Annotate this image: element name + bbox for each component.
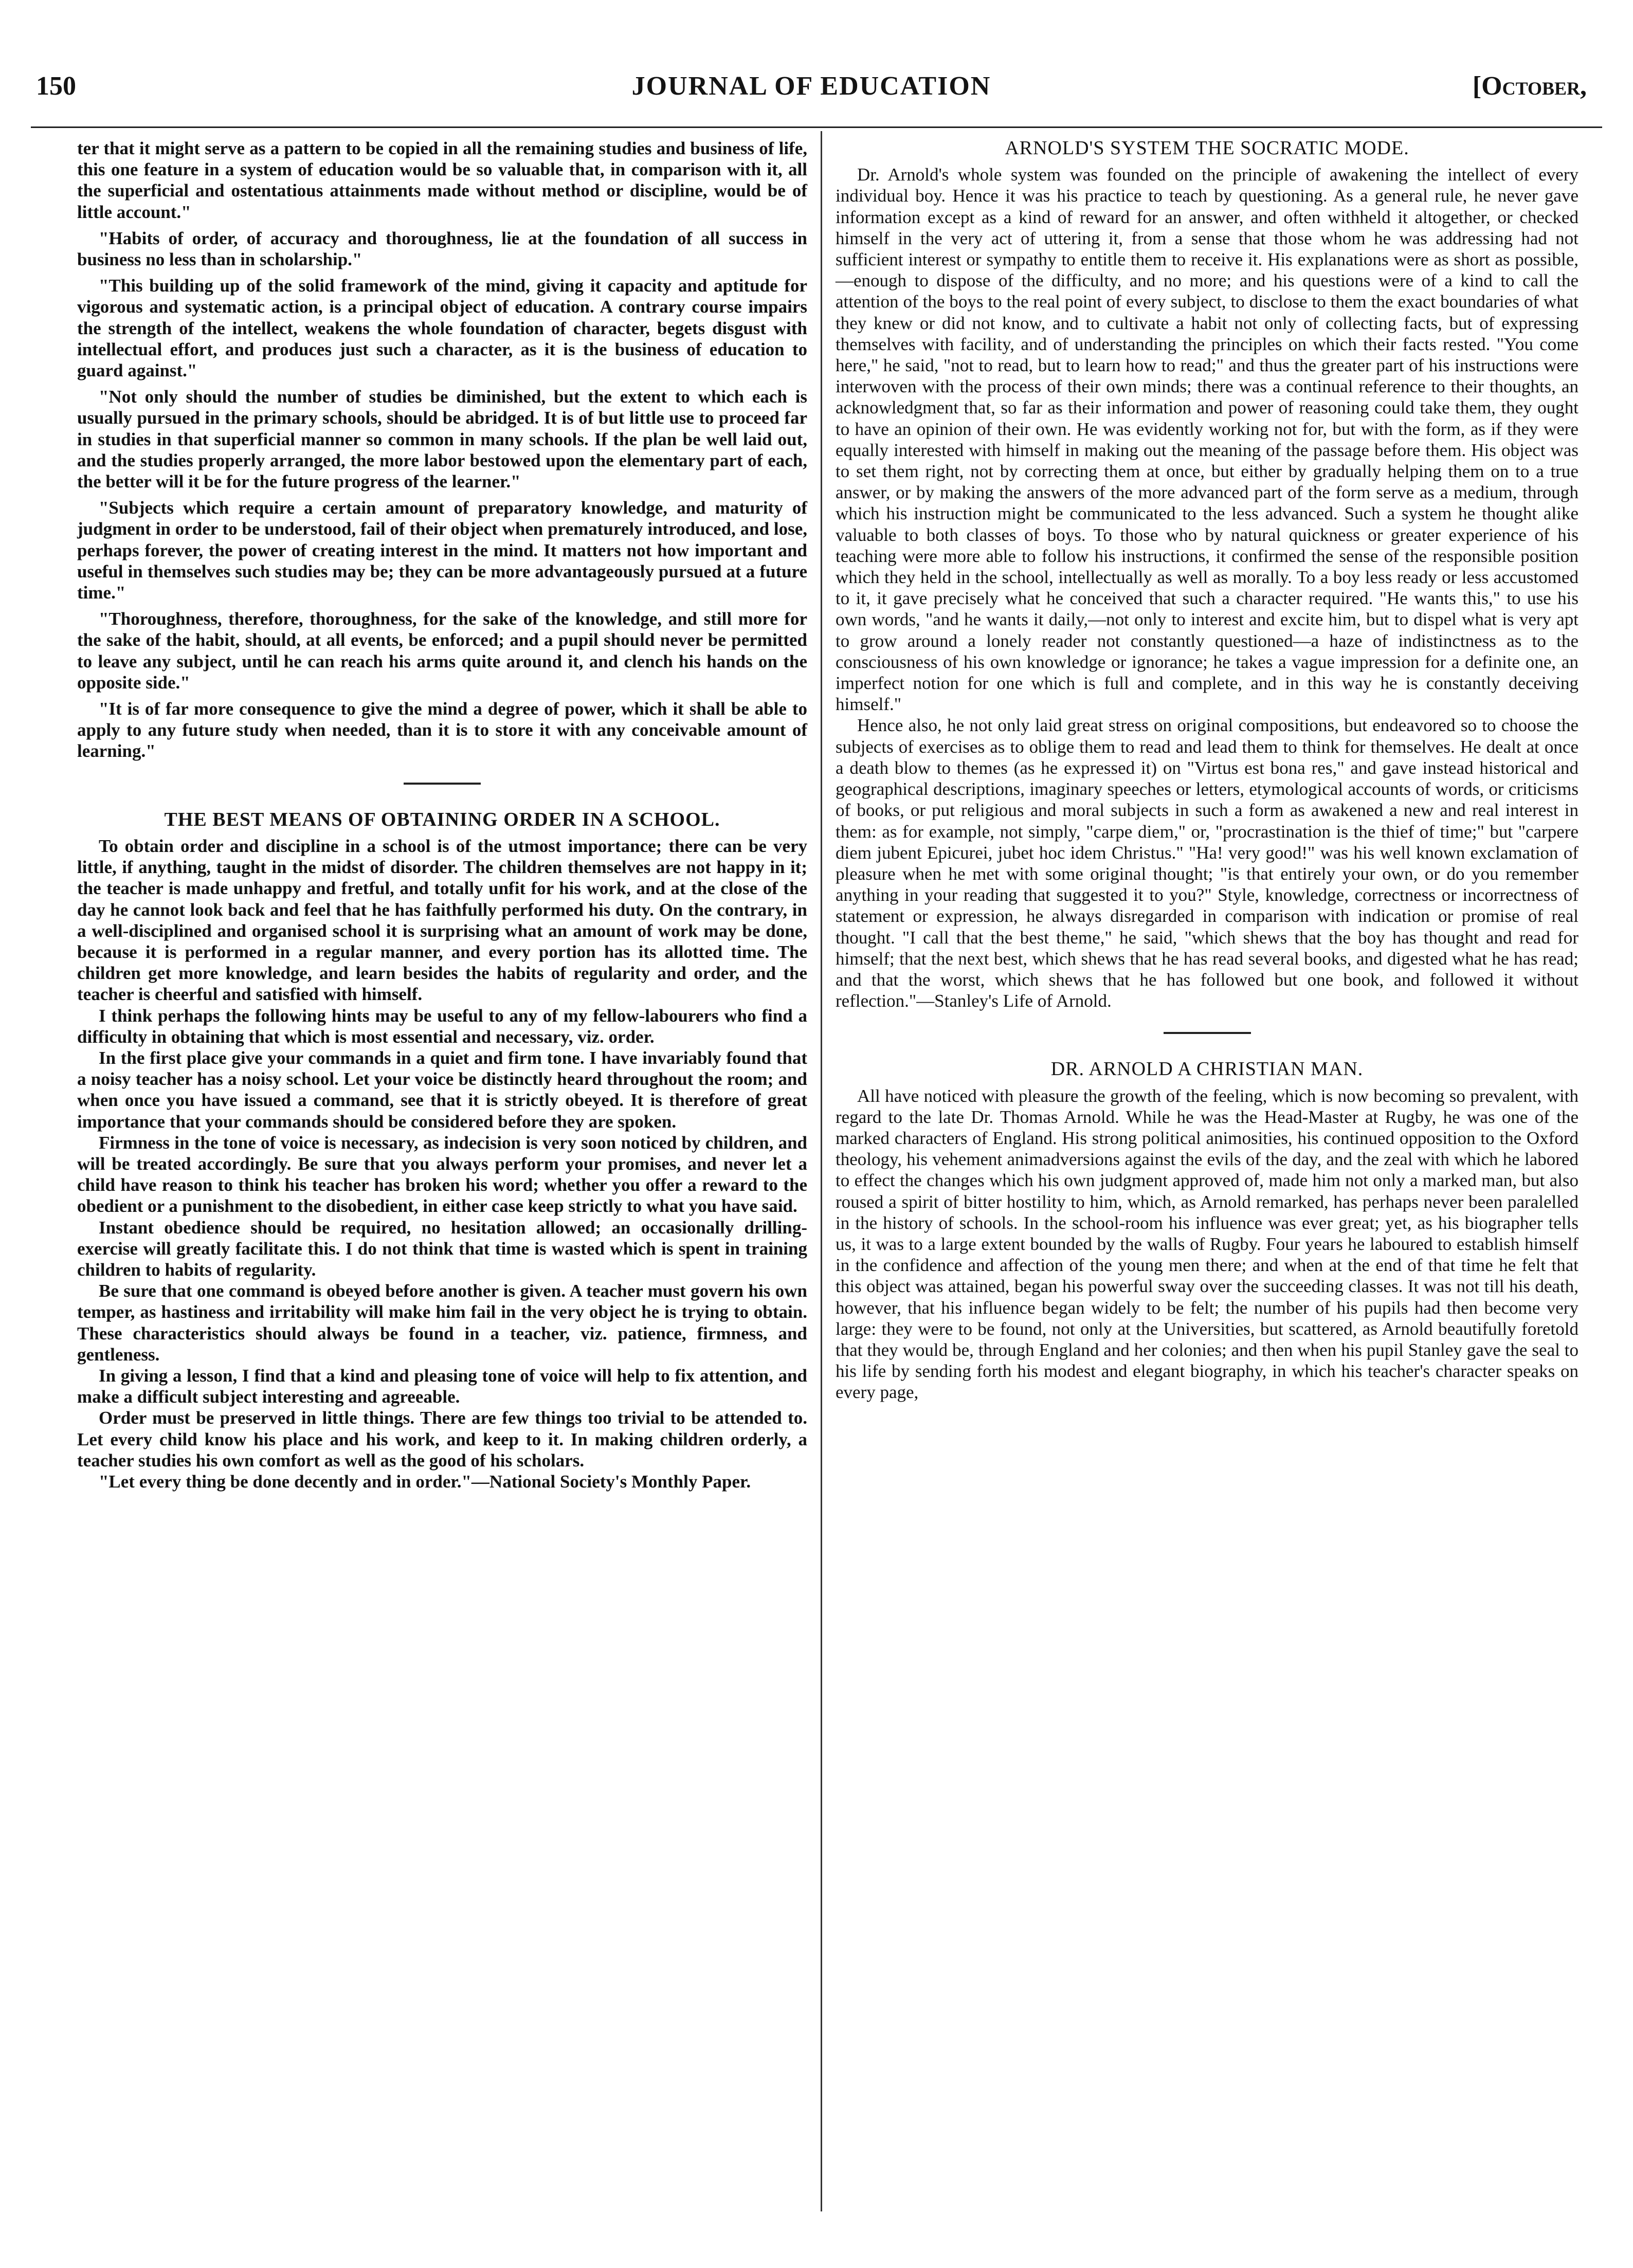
paragraph: In the first place give your commands in a quiet and firm tone. I have invariably found that a noisy teacher has a noisy school. Let your voice be distinctly heard throughout the room; and when once you have issued a command, see that it is strictly obeyed. It is therefore of great importance that your commands should be considered before they are spoken. xyxy=(77,1047,807,1132)
column-divider xyxy=(821,131,822,2211)
paragraph: Be sure that one command is obeyed before another is given. A teacher must govern his own temper, as hastiness and irritability will make him fail in the very object he is trying to obtain. These characteristics should always be found in a teacher, viz. patience, firmness, and gentleness. xyxy=(77,1281,807,1365)
continued-article xyxy=(77,138,807,762)
page-number: 150 xyxy=(36,71,76,101)
page-header xyxy=(36,71,1587,107)
paragraph: "Not only should the number of studies be diminished, but the extent to which each is usually pursued in the primary schools, should be abridged. It is of but little use to proceed far in studies in that superficial manner so common in many schools. If the plan be well laid out, and the studies properly arranged, the more labor bestowed upon the elementary part of each, the better will it be for the future progress of the learner." xyxy=(77,387,807,492)
paragraph: In giving a lesson, I find that a kind and pleasing tone of voice will help to fix attention, and make a difficult subject interesting and agreeable. xyxy=(77,1365,807,1407)
section-separator xyxy=(1164,1032,1251,1034)
socratic-article xyxy=(836,138,1578,1011)
paragraph: "Thoroughness, therefore, thoroughness, for the sake of the knowledge, and still more for the sake of the habit, should, at all events, be enforced; and a pupil should never be permitted to leave any subject, until he can reach his arms quite around it, and clench his hands on the opposite side." xyxy=(77,609,807,693)
paragraph: Instant obedience should be required, no hesitation allowed; an occasionally drilling-exercise will greatly facilitate this. I do not think that time is wasted which is spent in training children to habits of regularity. xyxy=(77,1217,807,1280)
order-article xyxy=(77,809,807,1493)
article-heading: THE BEST MEANS OF OBTAINING ORDER IN A SCHOOL. xyxy=(164,808,720,830)
paragraph: "This building up of the solid framework of the mind, giving it capacity and aptitude for vigorous and systematic action, is a principal object of education. A contrary course impairs the strength of the intellect, weakens the whole foundation of character, begets disgust with intellectual effort, and produces just such a character, as it is the business of education to guard against." xyxy=(77,276,807,381)
left-column xyxy=(77,138,807,1492)
section-separator xyxy=(404,783,481,785)
journal-title: JOURNAL OF EDUCATION xyxy=(631,71,991,101)
paragraph: "Subjects which require a certain amount of preparatory knowledge, and maturity of judgment in order to be understood, fail of their object when prematurely introduced, and lose, perhaps forever, the power of creating interest in the mind. It matters not how important and useful in themselves such studies may be; they can be more advantageously pursued at a future time." xyxy=(77,498,807,603)
paragraph: Dr. Arnold's whole system was founded on the principle of awakening the intellect of every individual boy. Hence it was his practice to teach by questioning. As a general rule, he never gave information except as a kind of reward for an answer, and often withheld it altogether, or checked himself in the very act of uttering it, from a sense that those whom he was addressing had not sufficient interest or sympathy to entitle them to receive it. His explanations were as short as possible,—enough to dispose of the difficulty, and no more; and his questions were of a kind to call the attention of the boys to the real point of every subject, to disclose to them the exact boundaries of what they knew or did not know, and to cultivate a habit not only of collecting facts, but of expressing themselves with facility, and of understanding the principles on which their facts rested. "You come here," he said, "not to read, but to learn how to read;" and thus the greater part of his instructions were interwoven with the process of their own minds; there was a continual reference to their thoughts, an acknowledgment that, so far as their information and power of reasoning could take them, they ought to have an opinion of their own. He was evidently working not for, but with the form, as if they were equally interested with himself in making out the meaning of the passage before them. His object was to set them right, not by correcting them at once, but either by gradually helping them on to a true answer, or by making the answers of the more advanced part of the form serve as a medium, through which his instruction might be communicated to the less advanced. Such a system he thought alike valuable to both classes of boys. To those who by natural quickness or greater experience of his teaching were more able to follow his instructions, it confirmed the sense of the responsible position which they held in the school, intellectually as well as morally. To a boy less ready or less accustomed to it, it gave precisely what he conceived that such a character required. "He wants this," to use his own words, "and he wants it daily,—not only to interest and excite him, but to dispel what is very apt to grow around a lonely reader not constantly questioned—a haze of indistinctness as to the consciousness of his own knowledge or ignorance; he takes a vague impression for a definite one, an imperfect notion for one which is full and complete, and in this way he is constantly deceiving himself." xyxy=(836,165,1578,715)
paragraph: Order must be preserved in little things. There are few things too trivial to be attended to. Let every child know his place and his work, and keep to it. In making children orderly, a teacher studies his own comfort as well as the good of his scholars. xyxy=(77,1408,807,1471)
paragraph: Firmness in the tone of voice is necessary, as indecision is very soon noticed by children, and will be treated accordingly. Be sure that you always perform your promises, and never let a child have reason to think his teacher has broken his word; whether you offer a reward to the obedient or a punishment to the disobedient, in either case keep strictly to what you have said. xyxy=(77,1132,807,1217)
paragraph: "It is of far more consequence to give the mind a degree of power, which it shall be able to apply to any future study when needed, than it is to store it with any conceivable amount of learning." xyxy=(77,699,807,761)
paragraph: "Let every thing be done decently and in order."—National Society's Monthly Paper. xyxy=(99,1471,751,1492)
paragraph: To obtain order and discipline in a school is of the utmost importance; there can be very little, if anything, taught in the midst of disorder. The children themselves are not happy in it; the teacher is made unhappy and fretful, and totally unfit for his work, and at the close of the day he cannot look back and feel that he has faithfully performed his duty. On the contrary, in a well-disciplined and organised school it is surprising what an amount of work may be done, because it is performed in a regular manner, and every portion has its allotted time. The children get more knowledge, and learn besides the habits of regularity and order, and the teacher is cheerful and satisfied with himself. xyxy=(77,836,807,1005)
paragraph: ter that it might serve as a pattern to be copied in all the remaining studies and business of life, this one feature in a system of education would be so valuable that, in comparison with it, all the superficial and ostentatious attainments made without method or discipline, would be of little account." xyxy=(77,138,807,222)
right-column xyxy=(836,138,1578,1403)
paragraph: Hence also, he not only laid great stress on original compositions, but endeavored so to choose the subjects of exercises as to oblige them to read and lead them to think for themselves. He dealt at once a death blow to themes (as he expressed it) on "Virtus est bona res," and gave instead historical and geographical descriptions, imaginary speeches or letters, etymological accounts of words, or criticisms of books, or put religious and moral subjects in such a form as awakened a new and real interest in them: as for example, not simply, "carpe diem," or, "procrastination is the thief of time;" but "carpere diem jubent Epicurei, jubet hoc idem Christus." "Ha! very good!" was his well known exclamation of pleasure when he met with some original thought; "is that entirely your own, or do you remember anything in your reading that suggested it to you?" Style, knowledge, correctness or incorrectness of statement or expression, he always disregarded in comparison with indication or promise of real thought. "I call that the best theme," he said, "which shews that the boy has thought and read for himself; that the next best, which shews that he has read several books, and digested what he has read; and that the worst, which shews that he has followed but one book, and followed it without reflection."—Stanley's Life of Arnold. xyxy=(836,715,1578,1011)
christian-article xyxy=(836,1059,1578,1403)
article-heading: DR. ARNOLD A CHRISTIAN MAN. xyxy=(1050,1058,1364,1080)
header-rule xyxy=(31,126,1602,128)
paragraph: I think perhaps the following hints may be useful to any of my fellow-labourers who find a difficulty in obtaining that which is most essential and necessary, viz. order. xyxy=(77,1005,807,1047)
paragraph: "Habits of order, of accuracy and thoroughness, lie at the foundation of all success in business no less than in scholarship." xyxy=(77,228,807,270)
issue-month: [October, xyxy=(1472,71,1587,101)
article-heading: ARNOLD'S SYSTEM THE SOCRATIC MODE. xyxy=(1005,137,1409,159)
paragraph: All have noticed with pleasure the growth of the feeling, which is now becoming so prevalent, with regard to the late Dr. Thomas Arnold. While he was the Head-Master at Rugby, he was one of the marked characters of England. His strong political animosities, his continued opposition to the Oxford theology, his vehement animadversions against the evils of the day, and the zeal with which he labored to effect the changes which his own judgment approved of, made him not only a marked man, but also roused a spirit of bitter hostility to him, which, as Arnold remarked, has perhaps never been paralelled in the history of schools. In the school-room his influence was ever great; yet, as his biographer tells us, it was to a large extent bounded by the walls of Rugby. Four years he laboured to establish himself in the confidence and affection of the young men there; and when at the end of that time he felt that this object was attained, began his powerful sway over the succeeding classes. It was not till his death, however, that his influence began widely to be felt; the number of his pupils had then become very large: they were to be found, not only at the Universities, but scattered, as Arnold beautifully foretold that they would be, through England and her colonies; and then when his pupil Stanley gave the seal to his life by sending forth his modest and elegant biography, in which his teacher's character speaks on every page, xyxy=(836,1085,1578,1403)
